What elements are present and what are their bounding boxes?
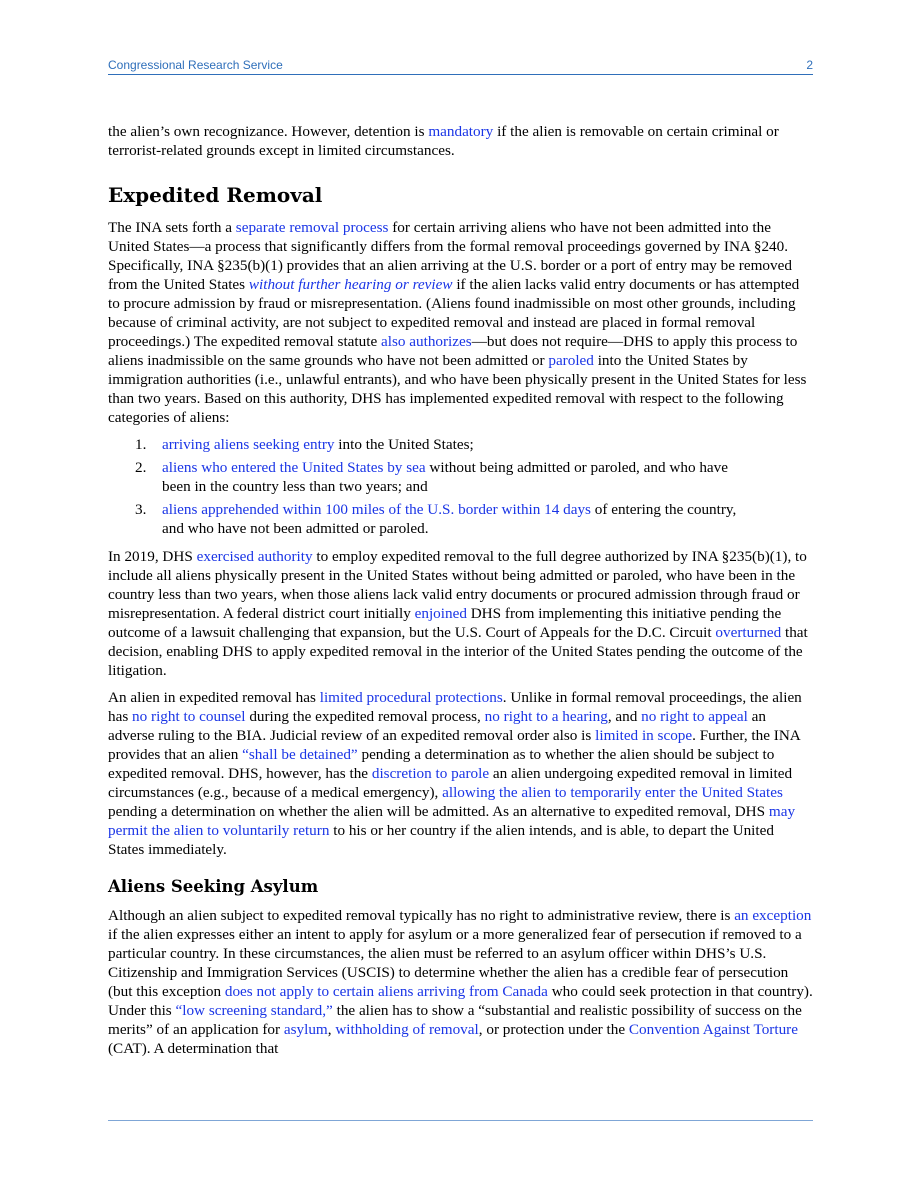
text: the alien has to show a “substantial and realistic possibility of success on the merits” of an application for [108,1002,802,1038]
link-convention-against-torture[interactable]: Convention Against Torture [628,1021,798,1038]
text: for certain arriving aliens who have not been admitted into the United States—a process that significantly differs from the formal removal proceedings governed by INA §240. Specifically, INA §235(b)(1) provides that an alien arriving at the U.S. border or a port of entry may be removed from the United States [108,219,792,293]
text: pending a determination on whether the alien will be admitted. As an alternative to expedited removal, DHS [108,803,769,820]
heading-aliens-seeking-asylum: Aliens Seeking Asylum [108,877,319,896]
link-asylum[interactable]: asylum [283,1021,328,1038]
heading-expedited-removal: Expedited Removal [108,183,323,207]
text: that decision, enabling DHS to apply expedited removal in the interior of the United States pending the outcome of the litigation. [108,624,808,679]
text: who could seek protection in that country). Under this [108,983,813,1019]
paragraph-detention [108,122,813,160]
text: without being admitted or paroled, and who have been in the country less than two years; and [162,459,729,495]
list-number: 1. [135,436,147,453]
link-voluntarily-return[interactable]: may permit the alien to voluntarily return [108,803,796,839]
paragraph-2019 [108,547,813,680]
link-paroled[interactable]: paroled [548,352,594,369]
text: The INA sets forth a [108,219,236,236]
text: to employ expedited removal to the full degree authorized by INA §235(b)(1), to include all aliens physically present in the United States without being admitted or paroled, who have been in the country less than two years, when those aliens lack valid entry documents or procured admission through fraud or misrepresentation. A federal district court initially [108,548,807,622]
list-number: 2. [135,459,147,476]
link-no-right-to-counsel[interactable]: no right to counsel [132,708,246,725]
text: —but does not require—DHS to apply this process to aliens inadmissible on the same grounds who have not been admitted or [108,333,798,369]
list-number: 3. [135,501,147,518]
list-item [108,435,813,454]
text: DHS from implementing this initiative pending the outcome of a lawsuit challenging that expansion, but the U.S. Court of Appeals for the D.C. Circuit [108,605,782,641]
text: an adverse ruling to the BIA. Judicial review of an expedited removal order also is [108,708,766,744]
text: , and [607,708,642,725]
text: Although an alien subject to expedited removal typically has no right to administrative review, there is [108,907,735,924]
text: if the alien is removable on certain criminal or terrorist-related grounds except in limited circumstances. [108,123,779,159]
link-aliens-by-sea[interactable]: aliens who entered the United States by sea [162,459,426,476]
link-exercised-authority[interactable]: exercised authority [196,548,313,565]
text: during the expedited removal process, [245,708,485,725]
paragraph-ina-sets-forth [108,218,813,427]
text: . Further, the INA provides that an alien [108,727,800,763]
link-discretion-to-parole[interactable]: discretion to parole [371,765,490,782]
link-enjoined[interactable]: enjoined [414,605,467,622]
document-body [108,122,813,1066]
link-allowing-temporary-entry[interactable]: allowing the alien to temporarily enter the United States [442,784,783,801]
link-mandatory[interactable]: mandatory [428,123,494,140]
link-an-exception[interactable]: an exception [734,907,812,924]
text: into the United States by immigration authorities (i.e., unlawful entrants), and who have been physically present in the United States for less than two years. Based on this authority, DHS has implemented expedited removal with respect to the following categories of aliens: [108,352,807,426]
text: into the United States; [334,436,474,453]
paragraph-procedural-protections [108,688,813,859]
footer-rule [108,1120,813,1121]
link-canada-exception[interactable]: does not apply to certain aliens arriving from Canada [224,983,548,1000]
text: In 2019, DHS [108,548,197,565]
link-separate-removal-process[interactable]: separate removal process [235,219,389,236]
categories-list [108,435,813,538]
link-overturned[interactable]: overturned [715,624,782,641]
text: , or protection under the [478,1021,629,1038]
text: , [327,1021,336,1038]
page-number: 2 [806,58,813,72]
link-limited-in-scope[interactable]: limited in scope [595,727,693,744]
list-item [108,458,813,496]
link-withholding-of-removal[interactable]: withholding of removal [335,1021,479,1038]
text: An alien in expedited removal has [108,689,320,706]
text: if the alien expresses either an intent to apply for asylum or a more generalized fear of persecution if removed to a particular country. In these circumstances, the alien must be referred to an asylum officer within DHS’s U.S. Citizenship and Immigration Services (USCIS) to determine whether the alien has a credible fear of persecution (but this exception [108,926,802,1000]
link-limited-procedural-protections[interactable]: limited procedural protections [319,689,503,706]
link-low-screening-standard[interactable]: “low screening standard,” [175,1002,333,1019]
link-aliens-apprehended[interactable]: aliens apprehended within 100 miles of the U.S. border within 14 days [162,501,591,518]
text: . Unlike in formal removal proceedings, the alien has [108,689,802,725]
link-arriving-aliens[interactable]: arriving aliens seeking entry [162,436,335,453]
text: pending a determination as to whether the alien should be subject to expedited removal. DHS, however, has the [108,746,775,782]
list-item [108,500,813,538]
link-no-right-to-appeal[interactable]: no right to appeal [641,708,748,725]
text: to his or her country if the alien intends, and is able, to depart the United States immediately. [108,822,774,858]
link-without-further-hearing[interactable]: without further hearing or review [248,276,453,293]
text: if the alien lacks valid entry documents or has attempted to procure admission by fraud or misrepresentation. (Aliens found inadmissible on most other grounds, including because of criminal activity, are not subject to expedited removal and instead are placed in formal removal proceedings.) The expedited removal statute [108,276,800,350]
text: (CAT). A determination that [108,1040,279,1057]
text: of entering the country, and who have not been admitted or paroled. [162,501,737,537]
link-no-right-to-hearing[interactable]: no right to a hearing [484,708,608,725]
header-org: Congressional Research Service [108,58,283,72]
link-also-authorizes[interactable]: also authorizes [381,333,472,350]
text: an alien undergoing expedited removal in limited circumstances (e.g., because of a medical emergency), [108,765,793,801]
paragraph-asylum [108,906,813,1058]
page-header [108,58,813,75]
text: the alien’s own recognizance. However, detention is [108,123,429,140]
link-shall-be-detained[interactable]: “shall be detained” [242,746,358,763]
